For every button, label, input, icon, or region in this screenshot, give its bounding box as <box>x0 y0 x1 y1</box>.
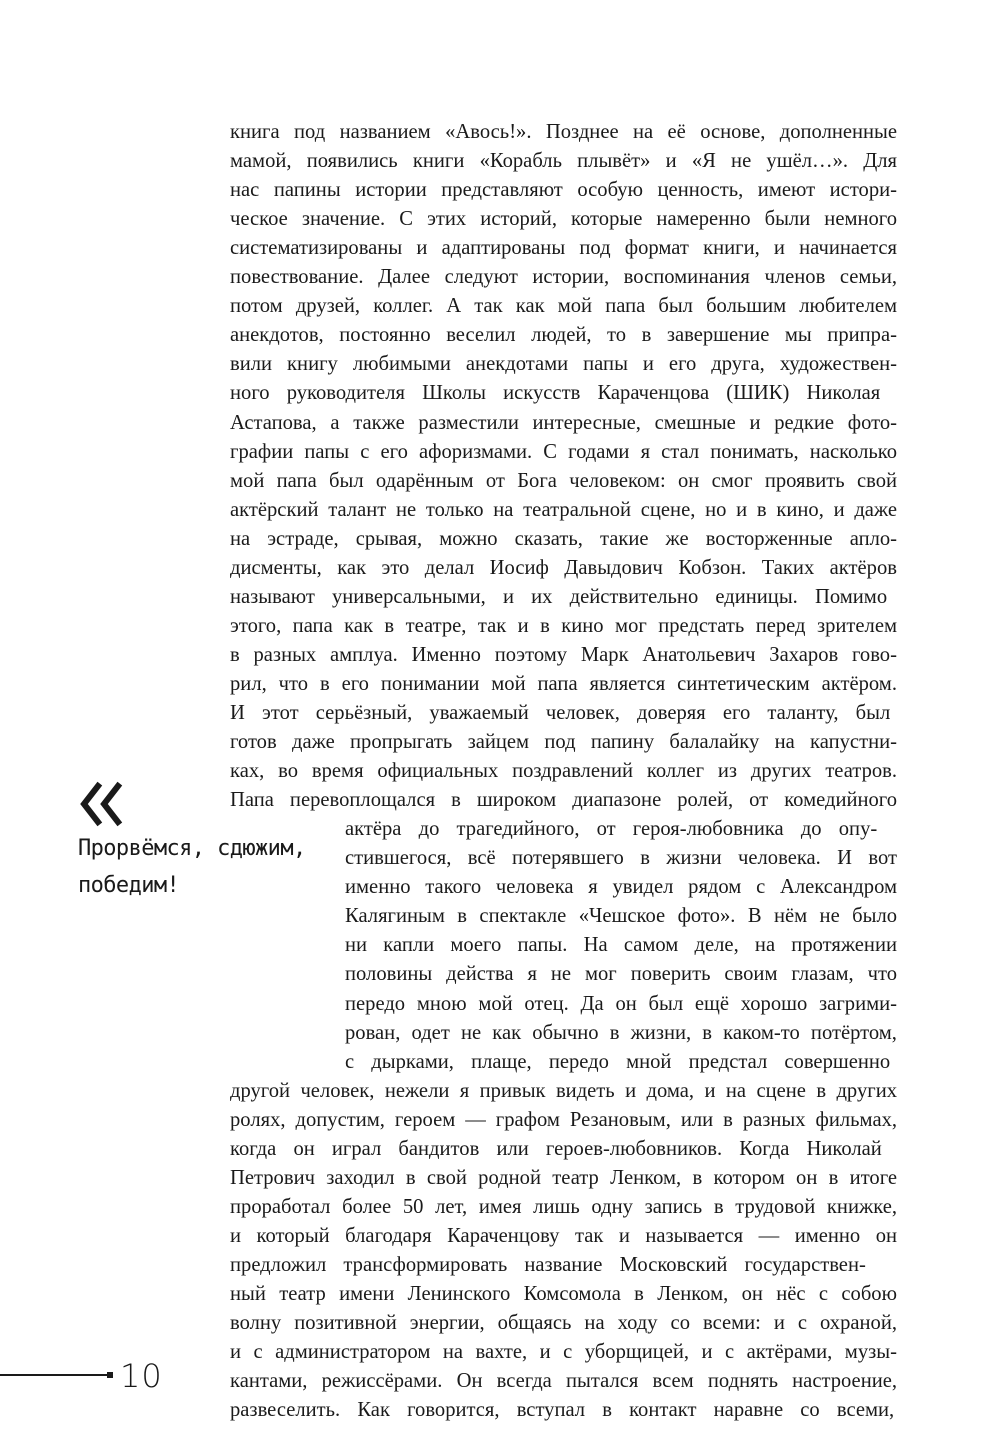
body-line: нас папины истории представляют особую ценность, имеют истори- <box>230 179 898 202</box>
body-line: дисменты, как это делал Иосиф Давыдович Кобзон. Таких актёров <box>230 556 897 579</box>
body-line: мамой, появились книги «Корабль плывёт» и «Я не ушёл…». Для <box>230 150 898 173</box>
body-line: повествование. Далее следуют истории, воспоминания членов семьи, <box>230 266 898 289</box>
body-line: Калягиным в спектакле «Чешское фото». В нём не было <box>345 905 898 928</box>
body-line: и который благодаря Караченцову так и называется — именно он <box>230 1224 898 1247</box>
body-line: рован, одет не как обычно в жизни, в каком-то потёртом, <box>345 1021 897 1044</box>
body-line: этого, папа как в театре, так и в кино мог предстать перед зрителем <box>230 614 897 637</box>
quote-mark-icon <box>78 772 128 832</box>
body-line: ни капли моего папы. На самом деле, на протяжении <box>345 934 897 957</box>
body-line: ного руководителя Школы искусств Караченцова (ШИК) Николая <box>230 382 881 405</box>
body-line: ках, во время официальных поздравлений коллег из других театров. <box>230 760 898 783</box>
body-line: мой папа был одарённым от Бога человеком: он смог проявить свой <box>230 469 898 492</box>
body-line: передо мною мой отец. Да он был ещё хорошо загрими- <box>345 992 898 1015</box>
body-line: потом друзей, коллег. А так как мой папа был большим любителем <box>230 295 898 318</box>
body-line: систематизированы и адаптированы под формат книги, и начинается <box>230 237 898 260</box>
body-line: волну позитивной энергии, общаясь на ходу со всеми: и с охраной, <box>230 1312 898 1335</box>
body-line: на эстраде, срывая, можно сказать, такие же восторженные апло- <box>230 527 898 550</box>
body-line: И этот серьёзный, уважаемый человек, доверяя его таланту, был <box>230 702 891 724</box>
body-line: ный театр имени Ленинского Комсомола в Ленком, он нёс с собою <box>230 1283 897 1305</box>
body-line: развеселить. Как говорится, вступал в контакт наравне со всеми, <box>230 1399 895 1422</box>
body-line: рил, что в его понимании мой папа является синтетическим актёром. <box>230 672 897 695</box>
body-line: актёра до трагедийного, от героя-любовника до опу- <box>345 818 878 841</box>
body-line: книга под названием «Авось!». Позднее на её основе, дополненные <box>230 121 898 143</box>
page-number: 10 <box>120 1357 163 1395</box>
body-line: с дырками, плаще, передо мной предстал совершенно <box>345 1050 891 1073</box>
body-line: анекдотов, постоянно веселил людей, то в завершение мы припра- <box>230 324 897 347</box>
body-line: когда он играл бандитов или героев-любовников. Когда Николай <box>230 1137 882 1160</box>
body-line: ролях, допустим, героем — графом Резановым, или в разных фильмах, <box>230 1108 898 1131</box>
body-line: Астапова, а также разместили интересные, смешные и редкие фото- <box>230 411 897 434</box>
body-line: кантами, режиссёрами. Он всегда пытался всем поднять настроение, <box>230 1370 898 1393</box>
body-line: половины действа я не мог поверить своим глазам, что <box>345 963 898 986</box>
footer-rule <box>0 1374 110 1376</box>
body-line: вили книгу любимыми анекдотами папы и его друга, художествен- <box>230 353 897 376</box>
body-line: называют универсальными, и их действительно единицы. Помимо <box>230 585 888 608</box>
body-line: и с администратором на вахте, и с уборщицей, и с актёрами, музы- <box>230 1341 897 1364</box>
body-line: актёрский талант не только на театральной сцене, но и в кино, и даже <box>230 498 898 521</box>
pull-quote-line-2: победим! <box>78 873 180 898</box>
body-line: проработал более 50 лет, имея лишь одну запись в трудовой книжке, <box>230 1195 897 1218</box>
body-line: предложил трансформировать название Московский государствен- <box>230 1253 866 1276</box>
body-line: другой человек, нежели я привык видеть и дома, и на сцене в других <box>230 1079 898 1102</box>
body-line: стившегося, всё потерявшего в жизни человека. И вот <box>345 847 897 870</box>
body-line: ческое значение. С этих историй, которые намеренно были немного <box>230 208 898 231</box>
footer-dot <box>107 1372 113 1378</box>
body-line: графии папы с его афоризмами. С годами я стал понимать, насколько <box>230 440 898 463</box>
body-line: готов даже пропрыгать зайцем под папину балалайку на капустни- <box>230 731 897 754</box>
body-line: Петрович заходил в свой родной театр Ленком, в котором он в итоге <box>230 1166 898 1189</box>
body-line: Папа перевоплощался в широком диапазоне ролей, от комедийного <box>230 789 898 812</box>
pull-quote-line-1: Прорвёмся, сдюжим, <box>78 836 306 861</box>
body-line: именно такого человека я увидел рядом с Александром <box>345 876 898 899</box>
body-line: в разных амплуа. Именно поэтому Марк Анатольевич Захаров гово- <box>230 643 897 666</box>
